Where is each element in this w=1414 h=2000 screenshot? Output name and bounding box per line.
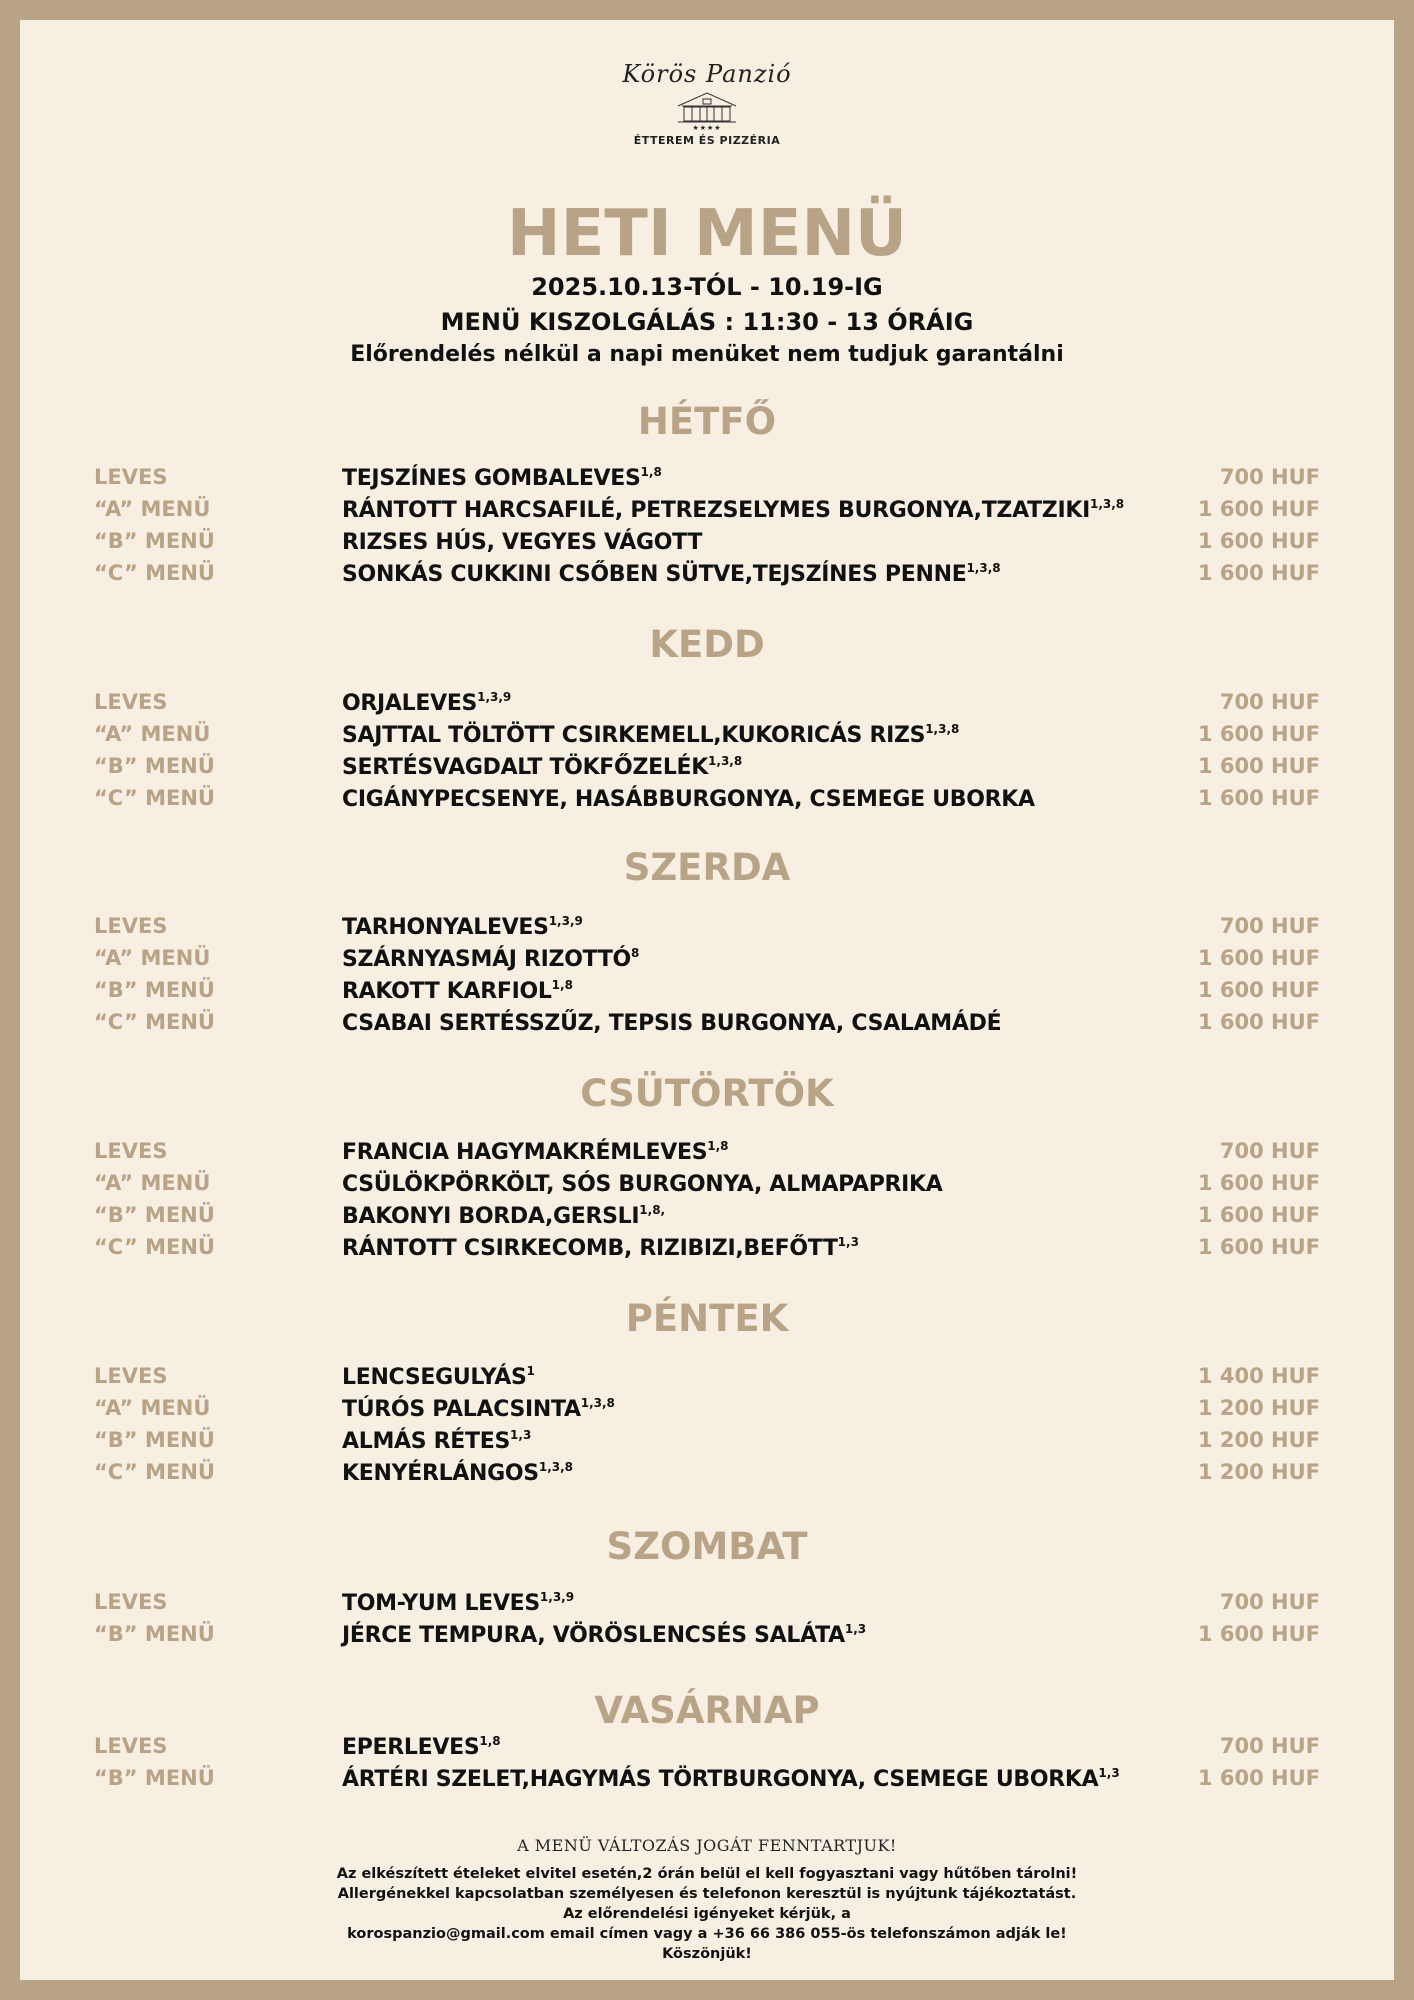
menu-label: “A” MENÜ xyxy=(94,946,211,970)
date-range: 2025.10.13-TÓL - 10.19-IG xyxy=(531,273,883,301)
price: 1 600 HUF xyxy=(1197,1010,1320,1034)
dish-name xyxy=(342,1171,943,1197)
allergen-codes: 1,3,9 xyxy=(477,690,512,704)
menu-label: LEVES xyxy=(94,914,168,938)
menu-row xyxy=(20,1010,1394,1040)
menu-label: “C” MENÜ xyxy=(94,1010,215,1034)
footer-line: korospanzio@gmail.com email címen vagy a +36 66 386 055-ös telefonszámon adják le! xyxy=(347,1926,1067,1942)
menu-label: “B” MENÜ xyxy=(94,1203,215,1227)
menu-label: LEVES xyxy=(94,1364,168,1388)
dish-text: BAKONYI BORDA,GERSLI xyxy=(342,1204,640,1229)
price: 700 HUF xyxy=(1219,465,1320,489)
footer-line: Az előrendelési igényeket kérjük, a xyxy=(563,1906,851,1922)
dish-name xyxy=(342,1139,729,1165)
footer-line: Allergénekkel kapcsolatban személyesen és telefonon keresztül is nyújtunk tájékoztatást. xyxy=(337,1886,1077,1902)
price: 1 600 HUF xyxy=(1197,754,1320,778)
price: 1 400 HUF xyxy=(1197,1364,1320,1388)
menu-label: “C” MENÜ xyxy=(94,1235,215,1259)
dish-text: SZÁRNYASMÁJ RIZOTTÓ xyxy=(342,947,631,972)
service-time: MENÜ KISZOLGÁLÁS : 11:30 - 13 ÓRÁIG xyxy=(440,308,974,336)
price: 1 600 HUF xyxy=(1197,497,1320,521)
menu-row xyxy=(20,561,1394,591)
dish-name xyxy=(342,1460,573,1486)
price: 1 600 HUF xyxy=(1197,1203,1320,1227)
dish-name xyxy=(342,1766,1120,1792)
day-title: HÉTFŐ xyxy=(637,400,777,443)
allergen-codes: 1,3 xyxy=(837,1235,859,1249)
dish-text: SERTÉSVAGDALT TÖKFŐZELÉK xyxy=(342,755,709,780)
logo-stars: ★★★★ xyxy=(692,124,722,132)
dish-name xyxy=(342,1235,859,1261)
dish-name xyxy=(342,722,959,748)
dish-name xyxy=(342,1590,574,1616)
dish-text: ÁRTÉRI SZELET,HAGYMÁS TÖRTBURGONYA, CSEMEGE UBORKA xyxy=(342,1767,1099,1792)
logo-name: Körös Panzió xyxy=(622,60,792,88)
menu-row xyxy=(20,1734,1394,1764)
dish-name xyxy=(342,1428,531,1454)
menu-row xyxy=(20,1622,1394,1652)
price: 1 600 HUF xyxy=(1197,786,1320,810)
dish-text: ALMÁS RÉTES xyxy=(342,1429,511,1454)
menu-row xyxy=(20,497,1394,527)
allergen-codes: 1,3,8 xyxy=(1089,497,1125,511)
dish-text: KENYÉRLÁNGOS xyxy=(342,1461,539,1486)
price: 1 200 HUF xyxy=(1197,1396,1320,1420)
dish-text: TÚRÓS PALACSINTA xyxy=(342,1397,581,1422)
menu-row xyxy=(20,1396,1394,1426)
menu-row xyxy=(20,1139,1394,1169)
menu-label: LEVES xyxy=(94,465,168,489)
price: 1 200 HUF xyxy=(1197,1460,1320,1484)
dish-name xyxy=(342,754,742,780)
allergen-codes: 1,8 xyxy=(640,465,662,479)
day-title: SZERDA xyxy=(623,846,791,889)
dish-name xyxy=(342,1396,615,1422)
menu-label: “A” MENÜ xyxy=(94,722,211,746)
allergen-codes: 1,3 xyxy=(1098,1766,1120,1780)
menu-label: “A” MENÜ xyxy=(94,1396,211,1420)
rights-reserved-note: A MENÜ VÁLTOZÁS JOGÁT FENNTARTJUK! xyxy=(517,1836,897,1855)
allergen-codes: 1,8, xyxy=(639,1203,666,1217)
menu-label: LEVES xyxy=(94,1139,168,1163)
day-title: VASÁRNAP xyxy=(594,1689,820,1732)
dish-name xyxy=(342,497,1124,523)
menu-row xyxy=(20,754,1394,784)
menu-label: “B” MENÜ xyxy=(94,1766,215,1790)
menu-label: “B” MENÜ xyxy=(94,1622,215,1646)
dish-name xyxy=(342,1622,866,1648)
allergen-codes: 1,3,8 xyxy=(538,1460,574,1474)
dish-name xyxy=(342,1203,665,1229)
menu-row xyxy=(20,1766,1394,1796)
dish-name xyxy=(342,1010,1001,1036)
menu-label: LEVES xyxy=(94,1734,168,1758)
price: 1 600 HUF xyxy=(1197,946,1320,970)
dish-name xyxy=(342,529,702,555)
allergen-codes: 1,3,8 xyxy=(925,722,960,736)
menu-label: “B” MENÜ xyxy=(94,1428,215,1452)
price: 1 600 HUF xyxy=(1197,1235,1320,1259)
page-title: HETI MENÜ xyxy=(507,197,907,271)
menu-row xyxy=(20,722,1394,752)
dish-name xyxy=(342,690,511,716)
menu-row xyxy=(20,529,1394,559)
menu-label: “B” MENÜ xyxy=(94,978,215,1002)
price: 1 600 HUF xyxy=(1197,1766,1320,1790)
menu-row xyxy=(20,1203,1394,1233)
menu-row xyxy=(20,1460,1394,1490)
allergen-codes: 8 xyxy=(630,946,640,960)
dish-name xyxy=(342,786,1035,812)
price: 1 600 HUF xyxy=(1197,1171,1320,1195)
dish-text: RÁNTOTT HARCSAFILÉ, PETREZSELYMES BURGONYA,TZATZIKI xyxy=(342,498,1090,523)
allergen-codes: 1,3,8 xyxy=(708,754,743,768)
dish-text: SONKÁS CUKKINI CSŐBEN SÜTVE,TEJSZÍNES PENNE xyxy=(342,562,967,587)
day-title: CSÜTÖRTÖK xyxy=(580,1072,834,1115)
price: 700 HUF xyxy=(1219,1734,1320,1758)
allergen-codes: 1,3 xyxy=(844,1622,867,1636)
menu-row xyxy=(20,914,1394,944)
dish-text: CSÜLÖKPÖRKÖLT, SÓS BURGONYA, ALMAPAPRIKA xyxy=(342,1172,943,1197)
allergen-codes: 1,8 xyxy=(551,978,573,992)
dish-name xyxy=(342,465,662,491)
menu-label: “C” MENÜ xyxy=(94,561,215,585)
menu-label: “A” MENÜ xyxy=(94,1171,211,1195)
menu-label: LEVES xyxy=(94,1590,168,1614)
allergen-codes: 1 xyxy=(526,1364,535,1378)
menu-row xyxy=(20,1364,1394,1394)
dish-name xyxy=(342,946,639,972)
price: 1 200 HUF xyxy=(1197,1428,1320,1452)
menu-label: “B” MENÜ xyxy=(94,754,215,778)
day-title: PÉNTEK xyxy=(625,1297,789,1340)
dish-name xyxy=(342,1734,501,1760)
menu-row xyxy=(20,1235,1394,1265)
dish-name xyxy=(342,978,573,1004)
price: 1 600 HUF xyxy=(1197,529,1320,553)
price: 700 HUF xyxy=(1219,1590,1320,1614)
footer-notes xyxy=(20,1864,1394,1964)
menu-label: “C” MENÜ xyxy=(94,1460,215,1484)
allergen-codes: 1,3,9 xyxy=(539,1590,575,1604)
allergen-codes: 1,8 xyxy=(707,1139,729,1153)
footer-line: Köszönjük! xyxy=(662,1946,752,1962)
price: 1 600 HUF xyxy=(1197,978,1320,1002)
dish-name xyxy=(342,561,1001,587)
menu-row xyxy=(20,946,1394,976)
dish-text: RIZSES HÚS, VEGYES VÁGOTT xyxy=(342,530,703,555)
preorder-notice: Előrendelés nélkül a napi menüket nem tudjuk garantálni xyxy=(350,342,1064,367)
menu-row xyxy=(20,1428,1394,1458)
logo xyxy=(20,60,1394,147)
allergen-codes: 1,3,8 xyxy=(966,561,1001,575)
menu-label: “B” MENÜ xyxy=(94,529,215,553)
price: 1 600 HUF xyxy=(1197,1622,1320,1646)
dish-text: LENCSEGULYÁS xyxy=(342,1365,527,1390)
dish-text: TARHONYALEVES xyxy=(342,915,549,940)
dish-text: CIGÁNYPECSENYE, HASÁBBURGONYA, CSEMEGE UBORKA xyxy=(342,787,1035,812)
menu-label: “C” MENÜ xyxy=(94,786,215,810)
allergen-codes: 1,8 xyxy=(479,1734,501,1748)
dish-name xyxy=(342,1364,535,1390)
dish-text: FRANCIA HAGYMAKRÉMLEVES xyxy=(342,1140,708,1165)
dish-text: TEJSZÍNES GOMBALEVES xyxy=(342,466,641,491)
price: 1 600 HUF xyxy=(1197,561,1320,585)
menu-page xyxy=(20,20,1394,1980)
logo-subtitle: ÉTTEREM ÉS PIZZÉRIA xyxy=(633,134,781,147)
dish-text: RÁNTOTT CSIRKECOMB, RIZIBIZI,BEFŐTT xyxy=(342,1236,838,1261)
dish-text: JÉRCE TEMPURA, VÖRÖSLENCSÉS SALÁTA xyxy=(342,1623,845,1648)
price: 1 600 HUF xyxy=(1197,722,1320,746)
building-icon xyxy=(672,90,742,124)
dish-text: ORJALEVES xyxy=(342,691,478,716)
allergen-codes: 1,3,9 xyxy=(548,914,583,928)
dish-text: CSABAI SERTÉSSZŰZ, TEPSIS BURGONYA, CSALAMÁDÉ xyxy=(342,1011,1002,1036)
menu-row xyxy=(20,1590,1394,1620)
dish-name xyxy=(342,914,583,940)
price: 700 HUF xyxy=(1219,914,1320,938)
dish-text: RAKOTT KARFIOL xyxy=(342,979,552,1004)
dish-text: SAJTTAL TÖLTÖTT CSIRKEMELL,KUKORICÁS RIZS xyxy=(342,723,926,748)
menu-row xyxy=(20,978,1394,1008)
dish-text: TOM-YUM LEVES xyxy=(342,1591,540,1616)
day-title: SZOMBAT xyxy=(606,1525,808,1568)
menu-label: LEVES xyxy=(94,690,168,714)
allergen-codes: 1,3,8 xyxy=(580,1396,615,1410)
price: 700 HUF xyxy=(1219,690,1320,714)
menu-row xyxy=(20,465,1394,495)
menu-row xyxy=(20,1171,1394,1201)
day-title: KEDD xyxy=(649,623,765,666)
menu-row xyxy=(20,690,1394,720)
dish-text: EPERLEVES xyxy=(342,1735,480,1760)
footer-line: Az elkészített ételeket elvitel esetén,2 órán belül el kell fogyasztani vagy hűtőben tárolni! xyxy=(336,1866,1078,1882)
menu-row xyxy=(20,786,1394,816)
price: 700 HUF xyxy=(1219,1139,1320,1163)
menu-label: “A” MENÜ xyxy=(94,497,211,521)
allergen-codes: 1,3 xyxy=(510,1428,532,1442)
